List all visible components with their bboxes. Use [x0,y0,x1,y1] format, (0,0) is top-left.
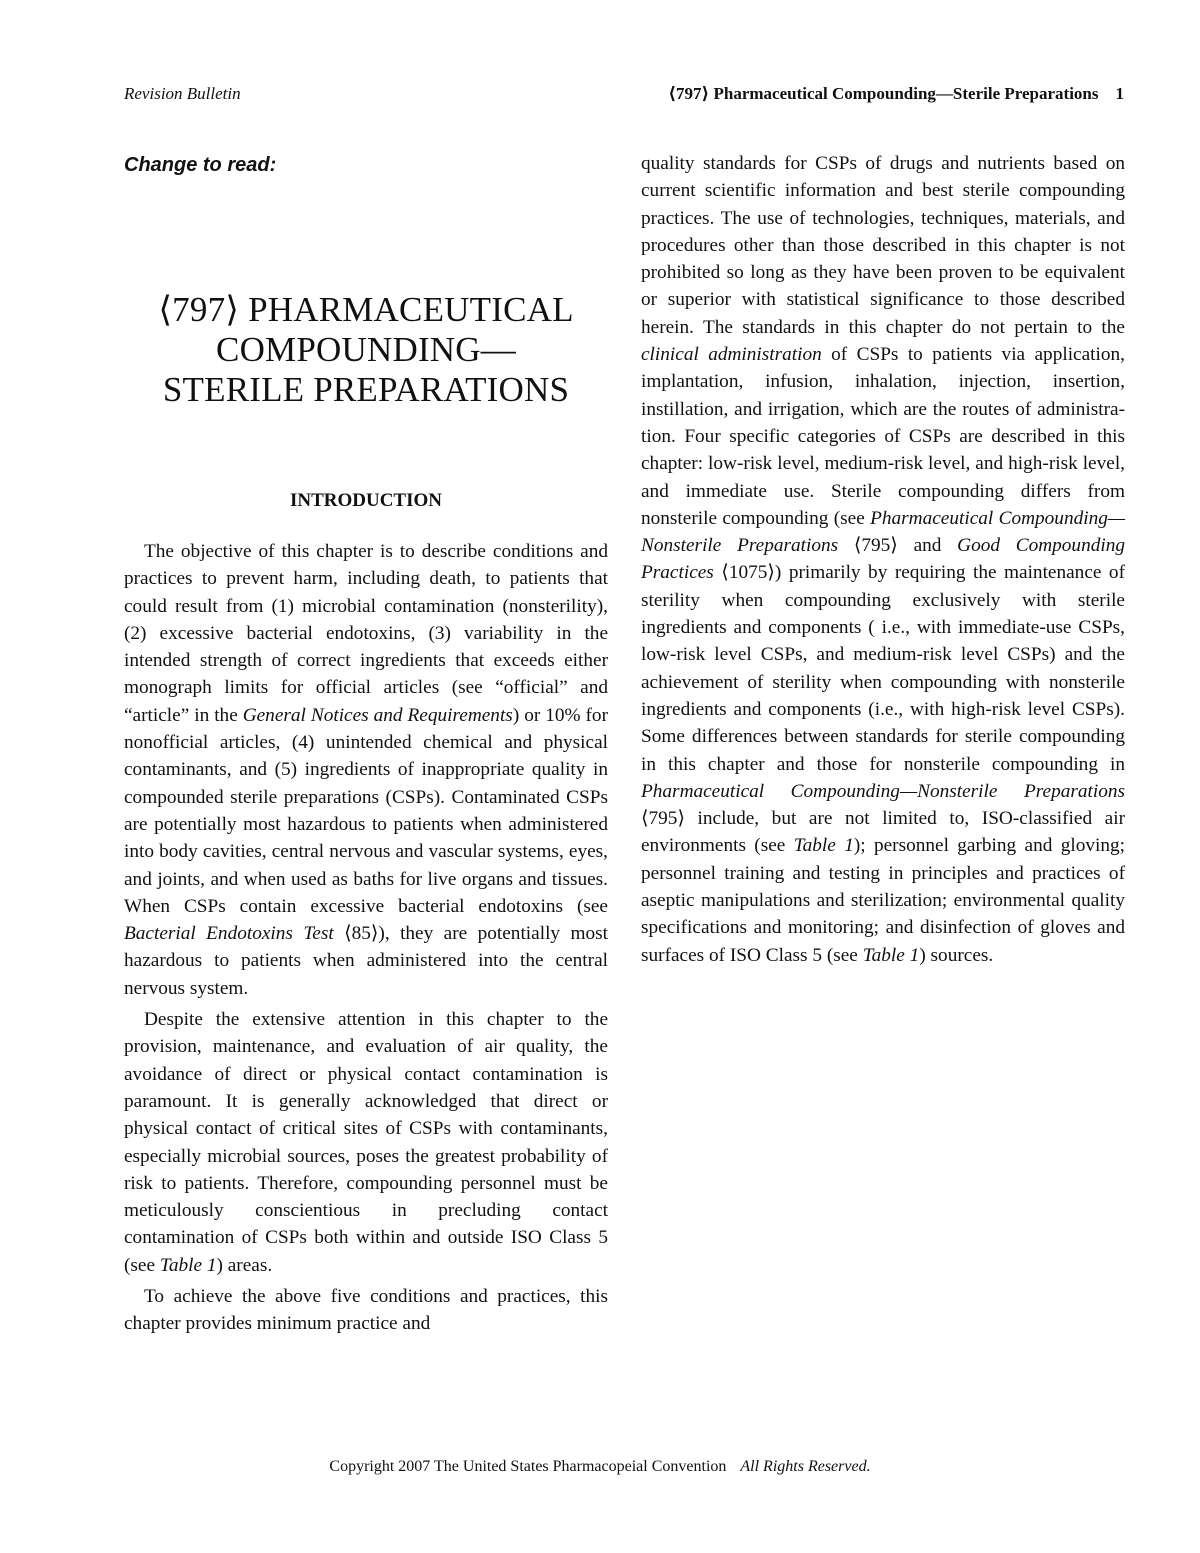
reference-general-notices: General Notices and Requirements [242,704,513,726]
reference-table-1: Table 1 [862,944,920,966]
rights-notice: All Rights Reserved. [740,1458,871,1475]
text-run: ⟨795⟩ include, but are not limited to, ISO-classified air environments (see [641,808,1125,857]
reference-nonsterile-preparations: Pharmaceutical Compounding—Nonsterile Preparations [641,507,1126,557]
reference-good-compounding-practices: Good Compounding Practices [641,535,1125,584]
text-run: quality standards for CSPs of drugs and nutrients based on current scientific information and best sterile compounding practices. The use of technologies, techniques, materials, and procedures other than those described in this chapter is not prohibited so long as they have been proven to be equivalent or superior with statistical significance to those described herein. The standards in this chapter do not pertain to the [641,153,1125,338]
section-heading-introduction: INTRODUCTION [289,490,443,511]
text-run: ); personnel garbing and gloving; personnel training and testing in principles and practices of aseptic manipulations and sterilization; environmental quality specifications and monitoring; and disinfection of gloves and surfaces of ISO Class 5 (see [641,835,1125,966]
paragraph-contact-contamination [124,1006,608,1279]
left-column [124,150,608,1338]
footer [0,1458,1200,1476]
text-run: Despite the extensive attention in this chapter to the provision, maintenance, and evaluation of air quality, the avoidance of direct or physical contact contamination is paramount. It is generally acknowledged that direct or physical contact of critical sites of CSPs with contaminants, especially microbial sources, poses the greatest probability of risk to patients. Therefore, compounding personnel must be meticulously conscientious in precluding contact contamination of CSPs both within and outside ISO Class 5 (see [124,1009,608,1276]
paragraph-standards-continued [641,150,1125,969]
running-head-right: ⟨797⟩ Pharmaceutical Compounding—Sterile Preparations 1 [668,84,1124,103]
right-column [641,150,1125,973]
reference-table-1: Table 1 [159,1254,217,1276]
reference-bacterial-endotoxins-test: Bacterial Endotoxins Test [124,923,334,945]
text-run: of CSPs to patients via application, implantation, infusion, inhalation, injection, insertion, instillation, and irrigation, which are the routes of administration. Four specific categories of CSPs are described in this chapter: low-risk level, medium-risk level, and high-risk level, and immediate use. Sterile compounding differs from nonsterile compounding (see [641,344,1125,529]
text-run: ⟨795⟩ and [838,535,958,557]
text-run: ) areas. [216,1254,273,1276]
running-head [124,84,1124,110]
chapter-title [124,290,608,410]
text-run: ) or 10% for nonofficial articles, (4) unintended chemical and physical contaminants, and (5) ingredients of inappropriate quality in compounded sterile preparations (CSPs). Contaminated CSPs are potentially most hazardous to patients when administered into body cavities, central nervous and vascular systems, eyes, and joints, and when used as baths for live organs and tissues. When CSPs contain excessive bacterial endotoxins (see [124,704,608,917]
text-run: ) sources. [919,944,994,966]
text-run: ⟨85⟩), they are potentially most hazardous to patients when administered into the central nervous system. [124,923,608,999]
paragraph-standards [124,1283,608,1338]
running-head-left: Revision Bulletin [124,84,241,103]
reference-table-1: Table 1 [793,835,854,857]
text-run: To achieve the above five conditions and practices, this chapter provides minimum practice and [124,1286,608,1335]
term-clinical-administration: clinical administration [641,344,822,366]
chapter-title-line-1: ⟨797⟩ PHARMACEUTICAL [158,290,574,329]
change-to-read-label: Change to read: [124,154,277,176]
paragraph-objective [124,538,608,1002]
reference-nonsterile-preparations: Pharmaceutical Compounding—Nonsterile Preparations [641,780,1125,802]
copyright-notice: Copyright 2007 The United States Pharmacopeial Convention [329,1458,727,1475]
chapter-title-line-2: COMPOUNDING— [216,330,516,369]
chapter-title-line-3: STERILE PREPARATIONS [162,370,570,409]
text-run: ⟨1075⟩) primarily by requiring the maintenance of sterility when compounding exclusively with sterile ingredients and components ( i.e., with immediate-use CSPs, low-risk level CSPs, and medium-risk level CSPs) and the achievement of sterility when compounding with nonsterile ingredients and components (i.e., with high-risk level CSPs). Some differences between standards for sterile compounding in this chapter and those for nonsterile compounding in [641,562,1125,775]
text-run: The objective of this chapter is to describe conditions and practices to prevent harm, including death, to patients that could result from (1) microbial contamination (nonsterility), (2) excessive bacterial endotoxins, (3) variability in the intended strength of correct ingredients that exceeds either monograph limits for official articles (see “official” and “article” in the [124,541,608,726]
